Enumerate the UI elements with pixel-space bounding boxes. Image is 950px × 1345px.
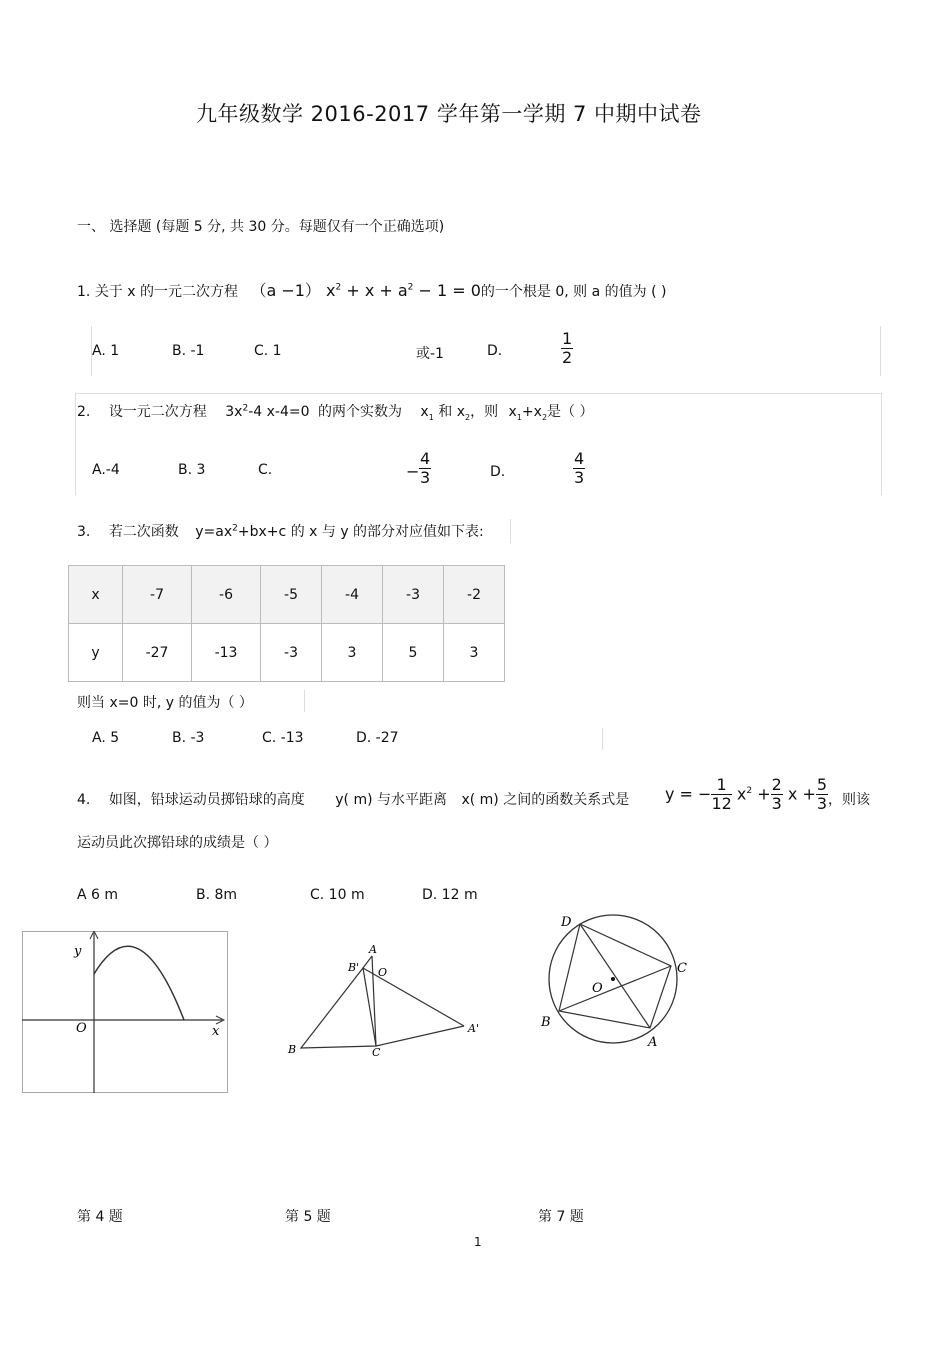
figure-4-frame	[23, 932, 228, 1093]
q3-follow-frame	[304, 690, 305, 712]
y-axis-label: y	[74, 944, 82, 959]
page-number: 1	[474, 1235, 482, 1249]
table-cell: y	[69, 624, 123, 682]
q1-stem-text: 关于 x 的一元二次方程	[94, 284, 238, 300]
q3-number: 3.	[77, 524, 91, 540]
q2-d-numerator: 4	[574, 449, 585, 468]
q1-option-a: A. 1	[92, 343, 120, 359]
point-b1-label: B'	[348, 961, 360, 974]
q3-stem	[77, 521, 484, 541]
q2-option-c-fraction	[419, 450, 431, 488]
q4-option-a: A 6 m	[77, 887, 119, 903]
origin-label: O	[76, 1021, 87, 1036]
caption-figure-7: 第 7 题	[538, 1209, 584, 1225]
point-c-label: C	[677, 961, 687, 976]
q4-number: 4.	[77, 792, 91, 808]
q2-stem-d: 是（ ）	[547, 404, 594, 420]
q2-c-numerator: 4	[420, 449, 431, 468]
q3-stem-a: 若二次函数	[108, 524, 179, 540]
q2-d-denominator: 3	[574, 468, 585, 488]
point-b-label: B	[288, 1043, 297, 1056]
q1-frame-right	[880, 326, 881, 376]
table-cell: -5	[261, 566, 322, 624]
q1-option-d-fraction	[561, 330, 573, 368]
section-header: 一、 选择题 (每题 5 分, 共 30 分。每题仅有一个正确选项)	[77, 219, 445, 235]
figure-7-circle	[535, 910, 695, 1055]
table-cell: -2	[444, 566, 505, 624]
table-cell: -27	[123, 624, 192, 682]
q3-option-b: B. -3	[172, 730, 205, 746]
table-cell: -4	[322, 566, 383, 624]
q4-option-d: D. 12 m	[422, 887, 478, 903]
table-cell: 3	[444, 624, 505, 682]
q2-stem-a: 设一元二次方程	[108, 404, 207, 420]
q3-options-frame	[602, 728, 603, 750]
q4-stem-d: ，则该	[828, 792, 870, 808]
point-a-label: A	[648, 1035, 658, 1050]
q3-value-table	[68, 565, 505, 682]
q4-stem	[77, 789, 629, 809]
point-o-label: O	[592, 981, 603, 996]
q2-x1: $x_1$ 和 $x_2$	[420, 404, 471, 422]
q1-stem	[77, 278, 666, 301]
q1-equation: （a −1） $x^2 + x + a^2 - 1 = 0$	[250, 281, 481, 300]
q3-option-c: C. -13	[262, 730, 304, 746]
q2-number: 2.	[77, 404, 91, 420]
q2-option-d-fraction	[573, 450, 585, 488]
page-title: 九年级数学 2016-2017 学年第一学期 7 中期中试卷	[196, 102, 702, 126]
point-c-label: C	[372, 1046, 381, 1059]
q3-stem-b: 的 x 与 y 的部分对应值如下表:	[290, 524, 484, 540]
table-cell: 3	[322, 624, 383, 682]
q2-stem-c: ，则	[470, 404, 499, 420]
caption-figure-5: 第 5 题	[285, 1209, 331, 1225]
q2-option-c-minus: −	[406, 462, 420, 481]
q1-option-c-or: 或-1	[416, 346, 444, 362]
q2-frame-top	[75, 393, 882, 394]
q2-option-a: A.-4	[92, 462, 120, 478]
table-row	[69, 566, 505, 624]
q4-line2: 运动员此次掷铅球的成绩是（ ）	[77, 835, 278, 851]
q1-tail: 的一个根是 0, 则 a 的值为 ( )	[480, 284, 667, 300]
point-a1-label: A'	[468, 1022, 479, 1035]
q2-equation: $3x^2-4$ x-4=0	[225, 403, 310, 420]
q2-c-denominator: 3	[420, 468, 431, 488]
segment-a-b1	[363, 956, 372, 968]
segment-c-a1	[376, 1026, 464, 1046]
q1-option-c: C. 1	[254, 343, 282, 359]
table-cell: -7	[123, 566, 192, 624]
q2-stem	[77, 401, 593, 422]
table-cell: x	[69, 566, 123, 624]
triangle-bcb1	[301, 968, 376, 1048]
q1-number: 1.	[77, 284, 91, 300]
diagonal-cb	[559, 966, 671, 1011]
table-cell: -13	[192, 624, 261, 682]
q3-follow: 则当 x=0 时, y 的值为（ ）	[77, 695, 253, 711]
q2-option-b: B. 3	[178, 462, 206, 478]
center-point	[611, 977, 615, 981]
q3-frame-right	[510, 519, 511, 543]
q4-xm: x( m)	[461, 792, 499, 808]
x-axis-label: x	[212, 1024, 220, 1039]
q3-option-a: A. 5	[92, 730, 120, 746]
q2-sum: $x_1+x_2$	[508, 404, 548, 422]
figure-4-graph	[22, 931, 228, 1093]
q2-stem-b: 的两个实数为	[317, 404, 402, 420]
q1-d-denominator: 2	[562, 348, 573, 368]
q1-option-b: B. -1	[172, 343, 205, 359]
q2-frame-left	[75, 393, 76, 495]
point-a-label: A	[369, 943, 377, 956]
table-cell: -6	[192, 566, 261, 624]
table-row	[69, 624, 505, 682]
q4-stem-a: 如图，铅球运动员掷铅球的高度	[108, 792, 305, 808]
q4-stem-c: 之间的函数关系式是	[503, 792, 630, 808]
table-cell: -3	[383, 566, 444, 624]
q4-option-b: B. 8m	[196, 887, 238, 903]
q2-frame-right	[881, 393, 882, 495]
q4-option-c: C. 10 m	[310, 887, 365, 903]
q1-option-d: D.	[487, 343, 503, 359]
q4-function: y = − $\frac{1}{12}$ $x^2$ + $\frac{2}{3}$ x + $\frac{5}{3}$	[665, 775, 828, 814]
point-d-label: D	[561, 915, 572, 930]
q1-d-numerator: 1	[562, 329, 573, 348]
table-cell: 5	[383, 624, 444, 682]
figure-5-triangles	[284, 940, 489, 1062]
q4-stem-b: 与水平距离	[377, 792, 448, 808]
q3-function: $y=ax^2+bx+c$	[195, 523, 287, 540]
table-cell: -3	[261, 624, 322, 682]
q4-ym: y( m)	[335, 792, 373, 808]
point-b-label: B	[541, 1015, 551, 1030]
point-o-label: O	[378, 966, 388, 979]
caption-figure-4: 第 4 题	[77, 1209, 123, 1225]
q2-option-c: C.	[258, 462, 273, 478]
q2-option-d: D.	[490, 464, 506, 480]
q3-option-d: D. -27	[356, 730, 399, 746]
